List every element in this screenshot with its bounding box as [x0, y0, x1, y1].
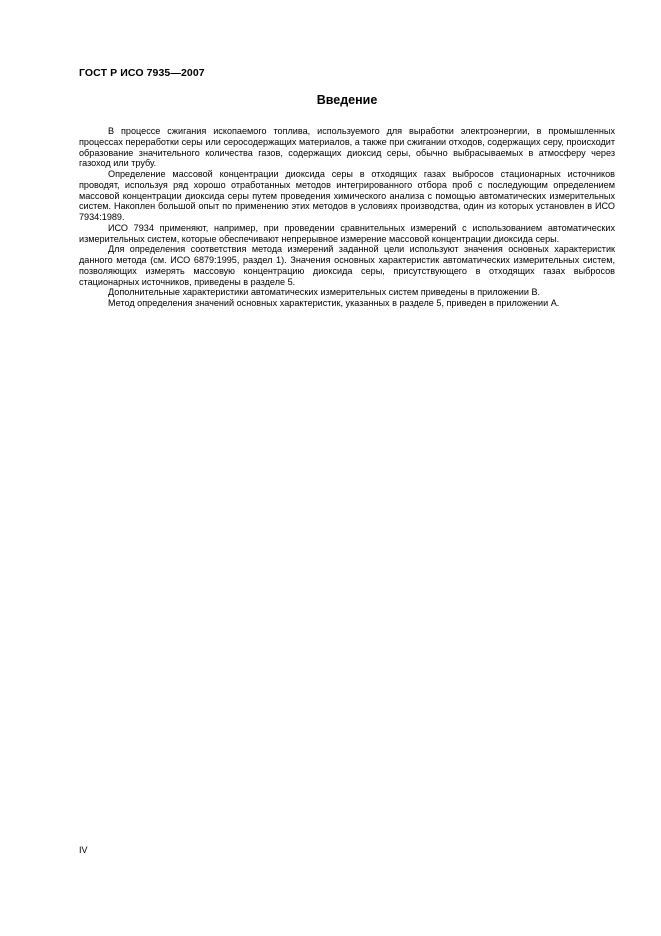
paragraph-5: Дополнительные характеристики автоматических измерительных систем приведены в приложении В. — [108, 287, 541, 298]
document-code-header: ГОСТ Р ИСО 7935—2007 — [79, 67, 205, 79]
introduction-text — [79, 126, 615, 309]
paragraph-3: ИСО 7934 применяют, например, при проведении сравнительных измерений с использованием автоматических измерительных систем, которые обеспечивают непрерывное измерение массовой концентрации диоксида серы. — [79, 222, 615, 244]
paragraph-1: В процессе сжигания ископаемого топлива, используемого для выработки электроэнергии, в промышленных процессах переработки серы или серосодержащих материалов, а также при сжигании отходов, содержащих серу, происходит образование значительного количества газов, содержащих диоксид серы, обычно выбрасываемых в атмосферу через газоход или трубу. — [79, 126, 615, 169]
paragraph-6: Метод определения значений основных характеристик, указанных в разделе 5, приведен в приложении А. — [108, 298, 560, 308]
page-number: IV — [79, 845, 88, 855]
paragraph-4: Для определения соответствия метода измерений заданной цели используют значения основных характеристик данного метода (см. ИСО 6879:1995, раздел 1). Значения основных характеристик автоматических измерительных систем, позволяющих измерять массовую концентрацию диоксида серы, присутствующего в отходящих газах выбросов стационарных источников, приведены в разделе 5. — [79, 244, 615, 287]
section-title: Введение — [316, 93, 378, 107]
paragraph-2: Определение массовой концентрации диоксида серы в отходящих газах выбросов стационарных источников проводят, используя ряд хорошо отработанных методов интегрированного отбора проб с последующим определением массовой концентрации диоксида серы путем проведения химического анализа с помощью автоматических измерительных систем. Накоплен большой опыт по применению этих методов в условиях производства, один из которых установлен в ИСО 7934:1989. — [79, 169, 615, 222]
